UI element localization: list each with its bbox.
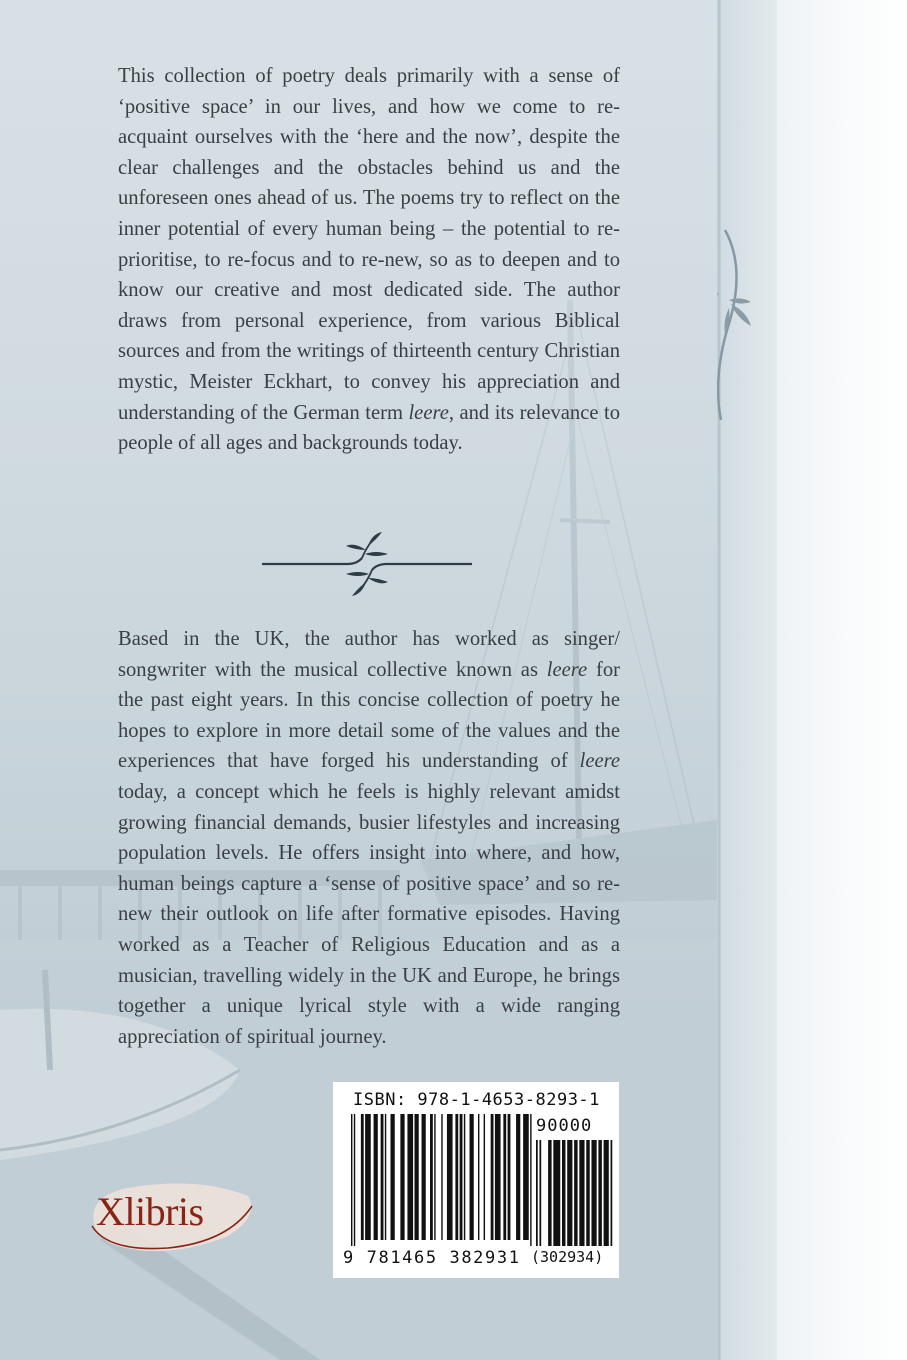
book-description [118, 61, 620, 459]
barcode-bar [385, 1114, 386, 1240]
book-description-part-2: , and its relevance to people of all ages and backgrounds today. [118, 401, 621, 455]
author-bio-part-1: Based in the UK, the author has worked as singer/ songwriter with the musical collective known as [118, 628, 620, 681]
barcode-bar [430, 1114, 433, 1240]
barcode-bar [586, 1140, 589, 1246]
barcode-bar [598, 1140, 601, 1246]
barcode-bar [391, 1114, 395, 1240]
barcode-bar [591, 1140, 596, 1246]
author-bio-part-2: for the past eight years. In this concise collection of poetry he hopes to explore in more detail some of the values and the experiences that have forged his understanding of [118, 658, 620, 773]
barcode-bar [548, 1140, 551, 1246]
isbn-barcode [333, 1082, 619, 1278]
addon-number: (302934) [531, 1248, 604, 1266]
publisher-logo-text: Xlibris [96, 1189, 204, 1234]
barcode-bar [495, 1114, 501, 1240]
term-leere: leere [408, 401, 449, 424]
publisher-logo [88, 1176, 258, 1256]
barcode-bar [484, 1114, 485, 1240]
author-bio-part-3: today, a concept which he feels is highly relevant amidst growing financial demands, busier lifestyles and increasing population levels. He offers insight into where, and how, human beings capture a ‘sense of positive space’ and so re-new their outlook on life after formative episodes. Having worked as a Teacher of Religious Education and as a musician, travelling widely in the UK and Europe, he brings together a unique lyrical style with a wide ranging appreciation of spiritual journey. [118, 780, 620, 1048]
barcode-bar [354, 1114, 355, 1246]
spine-edge [717, 0, 907, 1360]
barcode-bar [351, 1114, 352, 1246]
barcode-bar [441, 1114, 442, 1240]
spine-ornament [717, 0, 907, 1360]
barcode-bar [562, 1140, 565, 1246]
term-leere: leere [546, 658, 588, 681]
ean-digits: 9 781465 382931 [343, 1248, 521, 1268]
barcode-bar [478, 1114, 479, 1240]
barcode-bar [414, 1114, 418, 1240]
term-leere: leere [579, 750, 620, 773]
barcode-bar [400, 1114, 404, 1240]
barcode-bar [503, 1114, 506, 1240]
barcode-bar [611, 1140, 613, 1246]
barcode-bar [567, 1140, 572, 1246]
barcode-bar [508, 1114, 511, 1240]
barcode-bar [579, 1140, 584, 1246]
barcode-bar [470, 1114, 474, 1240]
barcode-bar [460, 1114, 463, 1240]
barcode-bar [523, 1114, 529, 1240]
barcode-bar [553, 1140, 560, 1246]
barcode-bar [447, 1114, 453, 1240]
barcode-bar [464, 1114, 465, 1240]
price-code: 90000 [536, 1116, 593, 1136]
book-description-part-1: This collection of poetry deals primarily with a sense of ‘positive space’ in our lives, and how we come to re-acquaint ourselves with the ‘here and the now’, despite the clear challenges and the obstacles behind us and the unforeseen ones ahead of us. The poems try to reflect on the inner potential of every human being – the potential to re-prioritise, to re-focus and to re-new, so as to deepen and to know our creative and most dedicated side. The author draws from personal experience, from various Biblical sources and from the writings of thirteenth century Christian mystic, Meister Eckhart, to convey his appreciation and understanding of the German term [118, 65, 620, 424]
barcode-bar [536, 1140, 538, 1246]
barcode-bar [530, 1114, 531, 1246]
ean-barcode-bars [351, 1114, 533, 1246]
barcode-bar [407, 1114, 413, 1240]
leaf-ornament-divider [262, 528, 472, 600]
isbn-label: ISBN: 978-1-4653-8293-1 [353, 1090, 600, 1110]
barcode-bar [491, 1114, 494, 1240]
addon-barcode-bars [536, 1140, 614, 1246]
barcode-bar [574, 1140, 577, 1246]
barcode-bar [516, 1114, 520, 1240]
barcode-bar [455, 1114, 458, 1240]
barcode-bar [365, 1114, 371, 1240]
barcode-bar [539, 1140, 541, 1246]
barcode-bar [381, 1114, 384, 1240]
barcode-bar [434, 1114, 435, 1240]
barcode-bar [422, 1114, 426, 1240]
barcode-bar [361, 1114, 364, 1240]
barcode-bar [604, 1140, 609, 1246]
barcode-bar [374, 1114, 378, 1240]
author-bio [118, 624, 620, 1052]
